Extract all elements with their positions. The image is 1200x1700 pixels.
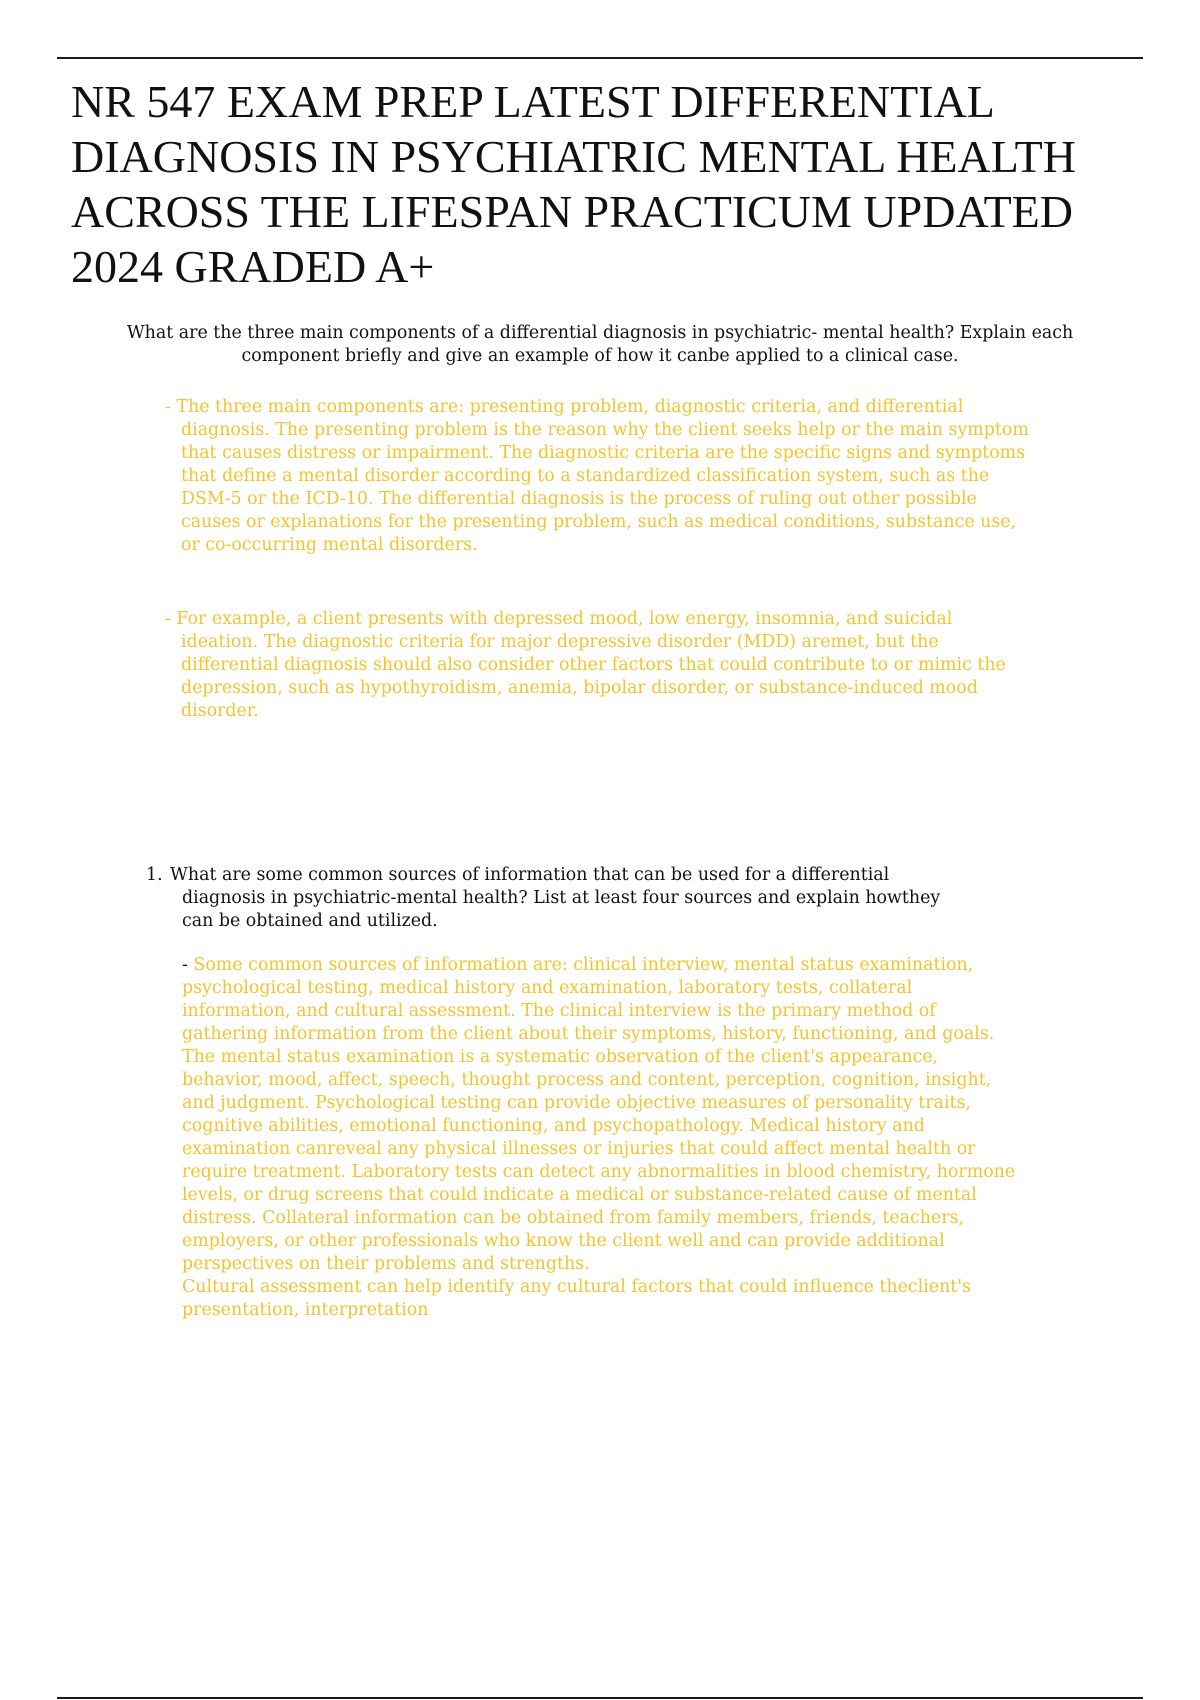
answer-2-dash: - — [182, 955, 188, 975]
document-title: NR 547 EXAM PREP LATEST DIFFERENTIAL DIAGNOSIS IN PSYCHIATRIC MENTAL HEALTH ACROSS THE LIFESPAN PRACTICUM UPDATED 2024 GRADED A+ — [71, 76, 1076, 292]
question-2: What are some common sources of information that can be used for a differential diagnosis in psychiatric-mental health? List at least four sources and explain howthey can be obtained and utilized. — [170, 865, 941, 931]
bottom-rule — [57, 1697, 1143, 1699]
answer-1-part-2: - For example, a client presents with depressed mood, low energy, insomnia, and suicidal ideation. The diagnostic criteria for major depressive disorder (MDD) aremet, but the differential diagnosis should also consider other factors that could contribute to or mimic the depression, such as hypothyroidism, anemia, bipolar disorder, or substance-induced mood disorder. — [165, 609, 1006, 721]
top-rule — [57, 57, 1143, 59]
answer-2 — [182, 954, 1022, 1322]
question-2-number: 1. — [146, 865, 163, 885]
answer-2-text: Some common sources of information are: clinical interview, mental status examination, psychological testing, medical history and examination, laboratory tests, collateral information, and cultural assessment. The clinical interview is the primary method of gathering information from the client about their symptoms, history, functioning, and goals. The mental status examination is a systematic observation of the client's appearance, behavior, mood, affect, speech, thought process and content, perception, cognition, insight, and judgment. Psychological testing can provide objective measures of personality traits, cognitive abilities, emotional functioning, and psychopathology. Medical history and examination canreveal any physical illnesses or injuries that could affect mental health or require treatment. Laboratory tests can detect any abnormalities in blood chemistry, hormone levels, or drug screens that could indicate a medical or substance-related cause of mental distress. Collateral information can be obtained from family members, friends, teachers, employers, or other professionals who know the client well and can provide additional perspectives on their problems and strengths. — [182, 955, 1016, 1274]
question-1: What are the three main components of a differential diagnosis in psychiatric- mental health? Explain each component briefly and give an example of how it canbe applied to a clinical case. — [126, 323, 1074, 366]
answer-1-part-1: - The three main components are: presenting problem, diagnostic criteria, and differential diagnosis. The presenting problem is the reason why the client seeks help or the main symptom that causes distress or impairment. The diagnostic criteria are the specific signs and symptoms that define a mental disorder according to a standardized classification system, such as the DSM-5 or the ICD-10. The differential diagnosis is the process of ruling out other possible causes or explanations for the presenting problem, such as medical conditions, substance use, or co-occurring mental disorders. — [165, 397, 1029, 555]
answer-2-tail: Cultural assessment can help identify any cultural factors that could influence theclient's presentation, interpretation — [182, 1277, 971, 1320]
